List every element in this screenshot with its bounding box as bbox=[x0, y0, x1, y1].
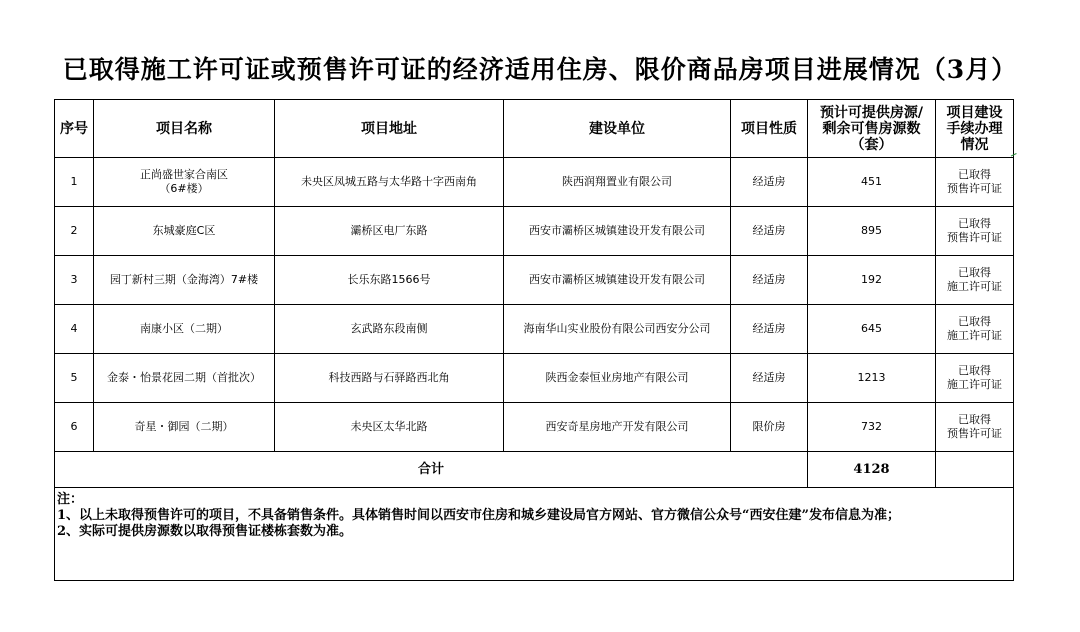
header-seq: 序号 bbox=[55, 100, 94, 158]
header-permit bbox=[936, 100, 1014, 158]
cell-nature: 限价房 bbox=[731, 403, 808, 452]
cell-permit-line2: 预售许可证 bbox=[947, 427, 1002, 440]
cell-address: 科技西路与石驿路西北角 bbox=[275, 354, 504, 403]
cell-permit-line2: 施工许可证 bbox=[947, 378, 1002, 391]
total-row bbox=[55, 452, 1014, 488]
cell-permit bbox=[936, 403, 1014, 452]
cell-units: 895 bbox=[808, 207, 936, 256]
header-builder: 建设单位 bbox=[504, 100, 731, 158]
data-sheet bbox=[54, 99, 1014, 581]
cell-builder: 海南华山实业股份有限公司西安分公司 bbox=[504, 305, 731, 354]
cell-name: 东城豪庭C区 bbox=[94, 207, 275, 256]
cell-name: 奇星・御园（二期） bbox=[94, 403, 275, 452]
notes-line-1: 1、以上未取得预售许可的项目，不具备销售条件。具体销售时间以西安市住房和城乡建设局官方网站、官方微信公众号“西安住建”发布信息为准； bbox=[57, 508, 901, 523]
cell-seq: 3 bbox=[55, 256, 94, 305]
cell-seq: 6 bbox=[55, 403, 94, 452]
header-units-line3: （套） bbox=[850, 136, 893, 153]
cell-permit-line1: 已取得 bbox=[958, 413, 991, 426]
cell-name-line1: 正尚盛世家合南区 bbox=[140, 168, 228, 181]
cell-nature: 经适房 bbox=[731, 354, 808, 403]
header-permit-line3: 情况 bbox=[960, 136, 989, 153]
cell-name bbox=[94, 158, 275, 207]
cell-permit bbox=[936, 207, 1014, 256]
header-units-line2: 剩余可售房源数 bbox=[822, 120, 921, 137]
cell-address: 未央区凤城五路与太华路十字西南角 bbox=[275, 158, 504, 207]
cell-permit-line2: 施工许可证 bbox=[947, 280, 1002, 293]
cell-name: 金泰・怡景花园二期（首批次） bbox=[94, 354, 275, 403]
cell-address: 灞桥区电厂东路 bbox=[275, 207, 504, 256]
cell-permit-line1: 已取得 bbox=[958, 364, 991, 377]
cell-permit-line2: 施工许可证 bbox=[947, 329, 1002, 342]
cell-seq: 2 bbox=[55, 207, 94, 256]
table-row bbox=[55, 403, 1014, 452]
notes-section bbox=[55, 492, 1012, 540]
cell-seq: 5 bbox=[55, 354, 94, 403]
cell-permit-line2: 预售许可证 bbox=[947, 182, 1002, 195]
cell-address: 长乐东路1566号 bbox=[275, 256, 504, 305]
cell-permit-line1: 已取得 bbox=[958, 217, 991, 230]
header-permit-line2: 手续办理 bbox=[946, 120, 1003, 137]
cell-units: 732 bbox=[808, 403, 936, 452]
cell-address: 玄武路东段南侧 bbox=[275, 305, 504, 354]
page-title: 已取得施工许可证或预售许可证的经济适用住房、限价商品房项目进展情况（3月） bbox=[62, 55, 1018, 84]
table-row bbox=[55, 256, 1014, 305]
header-permit-line1: 项目建设 bbox=[946, 104, 1003, 121]
cell-permit-line2: 预售许可证 bbox=[947, 231, 1002, 244]
cell-address: 未央区太华北路 bbox=[275, 403, 504, 452]
cell-seq: 1 bbox=[55, 158, 94, 207]
header-units-line1: 预计可提供房源/ bbox=[819, 104, 924, 121]
cell-name: 南康小区（二期） bbox=[94, 305, 275, 354]
cell-permit-line1: 已取得 bbox=[958, 266, 991, 279]
header-row bbox=[55, 100, 1014, 158]
table-row bbox=[55, 354, 1014, 403]
total-label: 合计 bbox=[55, 452, 808, 488]
table-row bbox=[55, 207, 1014, 256]
notes-heading: 注： bbox=[57, 492, 84, 507]
cell-permit bbox=[936, 158, 1014, 207]
cell-nature: 经适房 bbox=[731, 207, 808, 256]
header-nature: 项目性质 bbox=[731, 100, 808, 158]
cell-seq: 4 bbox=[55, 305, 94, 354]
cell-name: 园丁新村三期（金海湾）7#楼 bbox=[94, 256, 275, 305]
cell-units: 451 bbox=[808, 158, 936, 207]
projects-table bbox=[54, 99, 1014, 488]
cell-nature: 经适房 bbox=[731, 158, 808, 207]
header-units bbox=[808, 100, 936, 158]
cell-units: 645 bbox=[808, 305, 936, 354]
cell-builder: 西安奇星房地产开发有限公司 bbox=[504, 403, 731, 452]
cell-builder: 西安市灞桥区城镇建设开发有限公司 bbox=[504, 207, 731, 256]
cell-name-line2: （6#楼） bbox=[159, 182, 209, 195]
table-row bbox=[55, 158, 1014, 207]
notes-line-2: 2、实际可提供房源数以取得预售证楼栋套数为准。 bbox=[57, 524, 353, 539]
cell-builder: 陕西润翔置业有限公司 bbox=[504, 158, 731, 207]
header-address: 项目地址 bbox=[275, 100, 504, 158]
cell-nature: 经适房 bbox=[731, 256, 808, 305]
table-row bbox=[55, 305, 1014, 354]
header-name: 项目名称 bbox=[94, 100, 275, 158]
cell-nature: 经适房 bbox=[731, 305, 808, 354]
total-empty-cell bbox=[936, 452, 1014, 488]
cell-permit-line1: 已取得 bbox=[958, 168, 991, 181]
cell-builder: 陕西金泰恒业房地产有限公司 bbox=[504, 354, 731, 403]
total-value: 4128 bbox=[808, 452, 936, 488]
cell-units: 1213 bbox=[808, 354, 936, 403]
cell-permit bbox=[936, 354, 1014, 403]
cell-permit-line1: 已取得 bbox=[958, 315, 991, 328]
cell-permit bbox=[936, 305, 1014, 354]
cell-permit bbox=[936, 256, 1014, 305]
cell-builder: 西安市灞桥区城镇建设开发有限公司 bbox=[504, 256, 731, 305]
cell-units: 192 bbox=[808, 256, 936, 305]
